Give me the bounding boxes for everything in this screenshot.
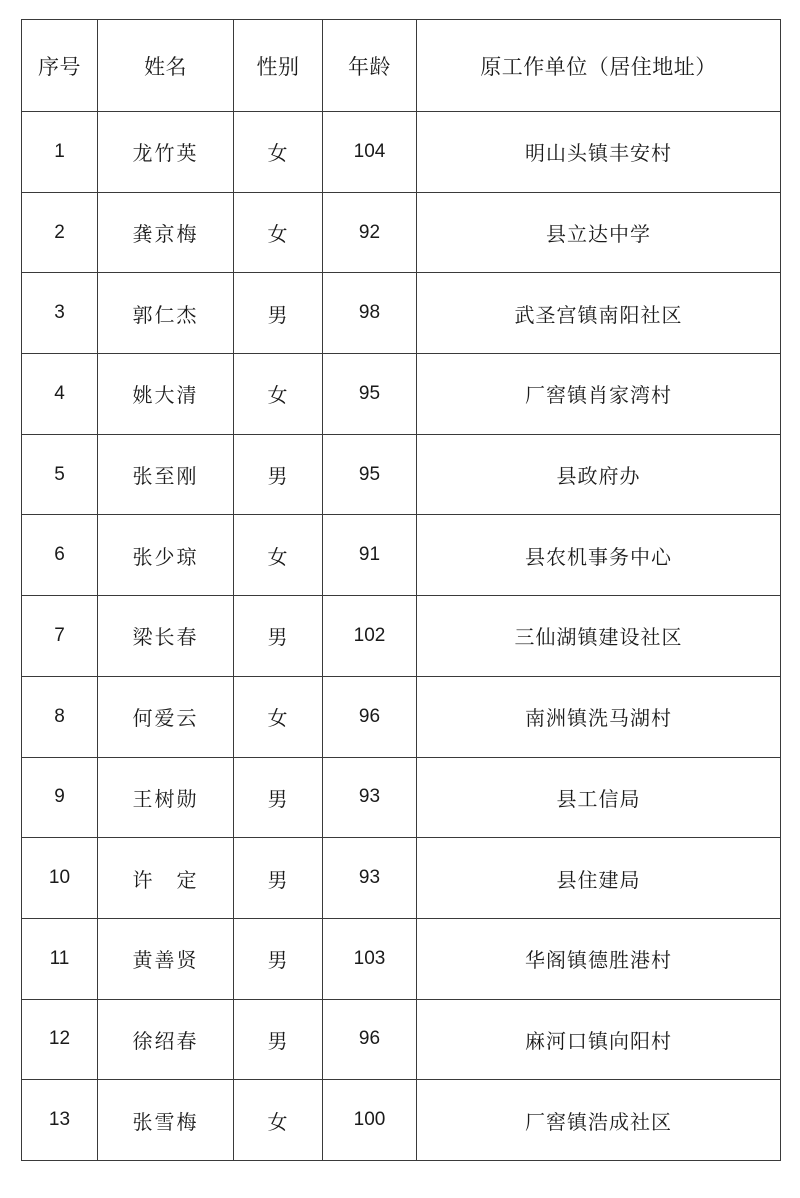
cell-name: 龙竹英	[98, 112, 234, 193]
cell-unit: 明山头镇丰安村	[417, 112, 781, 193]
cell-no: 5	[22, 434, 98, 515]
cell-no: 11	[22, 918, 98, 999]
cell-name: 梁长春	[98, 596, 234, 677]
cell-unit: 三仙湖镇建设社区	[417, 596, 781, 677]
header-no: 序号	[22, 20, 98, 112]
cell-age: 103	[323, 918, 417, 999]
table-row	[22, 1080, 781, 1161]
table-row	[22, 192, 781, 273]
cell-age: 100	[323, 1080, 417, 1161]
cell-gender: 男	[234, 434, 323, 515]
cell-age: 95	[323, 354, 417, 435]
cell-name: 何爱云	[98, 676, 234, 757]
cell-gender: 女	[234, 676, 323, 757]
cell-no: 6	[22, 515, 98, 596]
table-row	[22, 273, 781, 354]
cell-no: 2	[22, 192, 98, 273]
table-row	[22, 434, 781, 515]
roster-body	[22, 112, 781, 1161]
cell-unit: 武圣宫镇南阳社区	[417, 273, 781, 354]
cell-no: 12	[22, 999, 98, 1080]
header-name: 姓名	[98, 20, 234, 112]
cell-gender: 女	[234, 354, 323, 435]
cell-name: 黄善贤	[98, 918, 234, 999]
cell-name: 姚大清	[98, 354, 234, 435]
cell-unit: 麻河口镇向阳村	[417, 999, 781, 1080]
cell-age: 102	[323, 596, 417, 677]
cell-unit: 厂窖镇肖家湾村	[417, 354, 781, 435]
cell-unit: 南洲镇洗马湖村	[417, 676, 781, 757]
cell-gender: 男	[234, 596, 323, 677]
cell-no: 9	[22, 757, 98, 838]
table-row	[22, 757, 781, 838]
cell-age: 98	[323, 273, 417, 354]
cell-name: 王树勋	[98, 757, 234, 838]
cell-gender: 女	[234, 1080, 323, 1161]
cell-gender: 女	[234, 515, 323, 596]
cell-no: 4	[22, 354, 98, 435]
cell-no: 7	[22, 596, 98, 677]
cell-unit: 县立达中学	[417, 192, 781, 273]
cell-age: 92	[323, 192, 417, 273]
cell-age: 104	[323, 112, 417, 193]
cell-age: 91	[323, 515, 417, 596]
cell-name: 张少琼	[98, 515, 234, 596]
table-row	[22, 838, 781, 919]
cell-age: 96	[323, 999, 417, 1080]
cell-name: 张雪梅	[98, 1080, 234, 1161]
elderly-roster-table	[21, 19, 781, 1161]
cell-age: 93	[323, 757, 417, 838]
table-row	[22, 676, 781, 757]
cell-gender: 男	[234, 999, 323, 1080]
cell-name: 郭仁杰	[98, 273, 234, 354]
header-gender: 性别	[234, 20, 323, 112]
cell-gender: 男	[234, 757, 323, 838]
header-unit: 原工作单位（居住地址）	[417, 20, 781, 112]
cell-unit: 县工信局	[417, 757, 781, 838]
cell-no: 3	[22, 273, 98, 354]
table-row	[22, 999, 781, 1080]
cell-gender: 女	[234, 112, 323, 193]
cell-age: 96	[323, 676, 417, 757]
cell-no: 8	[22, 676, 98, 757]
cell-unit: 县农机事务中心	[417, 515, 781, 596]
cell-no: 13	[22, 1080, 98, 1161]
cell-name: 张至刚	[98, 434, 234, 515]
table-row	[22, 515, 781, 596]
cell-age: 93	[323, 838, 417, 919]
cell-no: 1	[22, 112, 98, 193]
cell-age: 95	[323, 434, 417, 515]
table-row	[22, 596, 781, 677]
cell-unit: 县住建局	[417, 838, 781, 919]
cell-gender: 女	[234, 192, 323, 273]
cell-unit: 厂窖镇浩成社区	[417, 1080, 781, 1161]
table-row	[22, 354, 781, 435]
cell-gender: 男	[234, 838, 323, 919]
cell-no: 10	[22, 838, 98, 919]
table-row	[22, 918, 781, 999]
cell-gender: 男	[234, 273, 323, 354]
cell-gender: 男	[234, 918, 323, 999]
header-row	[22, 20, 781, 112]
table-row	[22, 112, 781, 193]
cell-name: 徐绍春	[98, 999, 234, 1080]
header-age: 年龄	[323, 20, 417, 112]
cell-name: 龚京梅	[98, 192, 234, 273]
cell-name: 许 定	[98, 838, 234, 919]
cell-unit: 县政府办	[417, 434, 781, 515]
cell-unit: 华阁镇德胜港村	[417, 918, 781, 999]
